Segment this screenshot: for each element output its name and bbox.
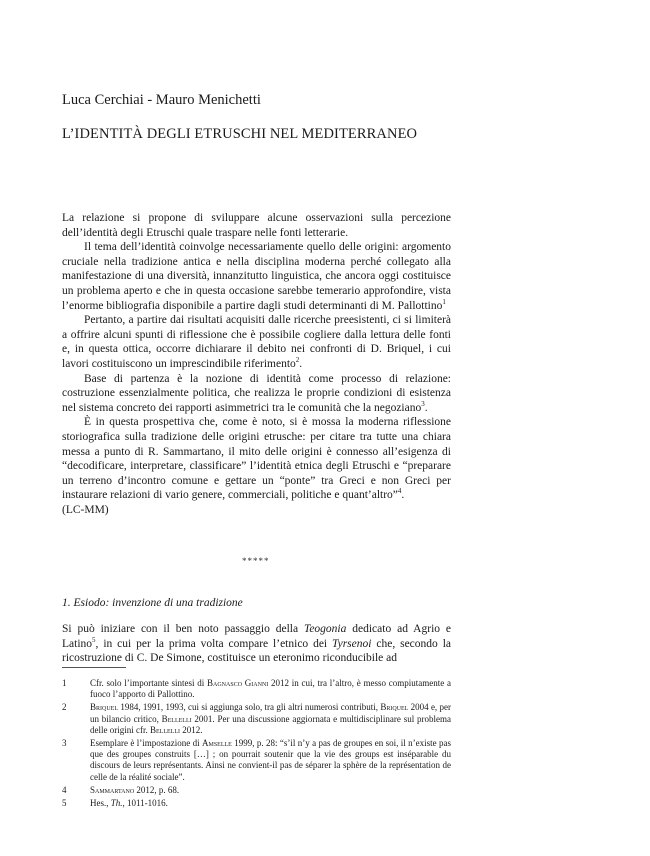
citation-author: Bagnasco Gianni xyxy=(207,678,269,688)
citation-author: Briquel xyxy=(380,702,409,713)
footnote-ref[interactable]: 1 xyxy=(442,297,446,306)
footnote-text: Sammartano 2012, p. 68. xyxy=(90,784,180,795)
footnotes xyxy=(62,678,451,811)
paragraph-text: La relazione si propone di sviluppare alcune osservazioni sulla percezione dell’identità degli Etruschi quale traspare nelle fonti letterarie. xyxy=(62,212,451,239)
intro-body xyxy=(62,211,451,517)
footnote-text: Cfr. solo l’importante sintesi di Bagnasco Gianni 2012 in cui, tra l’altro, è messo compiutamente a fuoco l’apporto di Pallottino. xyxy=(90,678,451,700)
paragraph-text: Il tema dell’identità coinvolge necessariamente quello delle origini: argomento cruciale nella tradizione antica e nella disciplina moderna perché collegato alla manifestazione di una diversità, innanzitutto linguistica, che ancora oggi costituisce un problema aperto e che in questa occasione sarebbe temerario approfondire, vista l’enorme bibliografia disponibile a partire dagli studi determinanti di M. Pallottino xyxy=(62,241,451,312)
footnote-divider xyxy=(62,667,126,668)
signature: (LC-MM) xyxy=(62,503,109,516)
authors: Luca Cerchiai - Mauro Menichetti xyxy=(62,92,261,108)
footnote-number: 5 xyxy=(62,798,67,809)
work-title: Teogonia xyxy=(303,623,347,635)
paragraph-3: Pertanto, a partire dai risultati acquisiti dalle ricerche preesistenti, ci si limiterà a offrire alcuni spunti di riflessione che è possibile cogliere dalla lettura delle fonti e, in questa ottica, occorre dichiarare il debito nei confronti di D. Briquel, i cui lavori costituiscono un imprescindibile riferimento$^2$. xyxy=(62,314,451,370)
citation-author: Bellelli xyxy=(161,713,192,724)
footnote-number: 1 xyxy=(62,678,67,688)
section-separator: ***** xyxy=(242,556,270,566)
paragraph-5: È in questa prospettiva che, come è noto, si è mossa la moderna riflessione storiografica sulla tradizione delle origini etrusche: per citare tra tutte una chiara messa a punto di R. Sammartano, il mito delle origini è connesso all’esigenza di “decodificare, interpretare, classificare” l’identità etnica degli Etruschi e “preparare un terreno d’incontro comune e gettare un “ponte” tra Greci e non Greci per instaurare relazioni di vario genere, commerciali, politiche e quant’altro”$^4$. xyxy=(62,416,451,502)
footnote-text: Briquel 1984, 1991, 1993, cui si aggiunga solo, tra gli altri numerosi contributi, Briquel 2004 e, per un bilancio critico, Bellelli 2001. Per una discussione aggiornata e multidisciplinare sul problema delle origini cfr. Bellelli 2012. xyxy=(90,702,451,735)
footnote-ref[interactable]: 5 xyxy=(92,635,96,644)
text-run: , in cui per la prima volta compare l’etnico dei xyxy=(95,637,333,650)
text-run: dedicato ad Agrio e Latino xyxy=(62,623,451,650)
paragraph-text: Base di partenza è la nozione di identità come processo di relazione: costruzione essenzialmente politica, che realizza le proprie condizioni di esistenza nel sistema concreto dei rapporti asimmetrici tra le comunità che la negoziano xyxy=(62,372,451,414)
citation-author: Amselle xyxy=(202,738,232,749)
paragraph-4: Base di partenza è la nozione di identità come processo di relazione: costruzione essenzialmente politica, che realizza le proprie condizioni di esistenza nel sistema concreto dei rapporti asimmetrici tra le comunità che la negoziano$^3$. xyxy=(62,372,451,414)
footnote-ref[interactable]: 4 xyxy=(397,487,402,496)
footnote-text: Hes., Th., 1011-1016. xyxy=(90,798,168,809)
paragraph-text: È in questa prospettiva che, come è noto, si è mossa la moderna riflessione storiografica sulla tradizione delle origini etrusche: per citare tra tutte una chiara messa a punto di R. Sammartano, il mito delle origini è connesso all’esigenza di “decodificare, interpretare, classificare” l’identità etnica degli Etruschi e “preparare un terreno d’incontro comune e gettare un “ponte” tra Greci e non Greci per instaurare relazioni di vario genere, commerciali, politiche e quant’altro” xyxy=(62,416,451,502)
text-run: Si può iniziare con il ben noto passaggio della xyxy=(62,623,304,635)
footnote-number: 4 xyxy=(62,784,67,795)
citation-author: Briquel xyxy=(90,702,118,713)
section-body xyxy=(62,622,451,666)
footnote-3 xyxy=(62,738,451,783)
text-run: che, secondo la ricostruzione di C. De Simone, costituisce un eteronimo riconducibile ad xyxy=(62,637,451,665)
paragraph-6 xyxy=(62,622,451,666)
ethnic-term: Tyrsenoi xyxy=(332,637,372,650)
citation-author: Sammartano xyxy=(90,784,135,795)
section-heading: 1. Esiodo: invenzione di una tradizione xyxy=(62,597,243,609)
footnote-ref[interactable]: 3 xyxy=(421,399,425,408)
footnote-ref[interactable]: 2 xyxy=(295,356,300,365)
footnote-2 xyxy=(62,702,451,736)
paragraph-text: Pertanto, a partire dai risultati acquisiti dalle ricerche preesistenti, ci si limiterà a offrire alcuni spunti di riflessione che è possibile cogliere dalla lettura delle fonti e, in questa ottica, occorre dichiarare il debito nei confronti di D. Briquel, i cui lavori costituiscono un imprescindibile riferimento xyxy=(62,314,451,370)
footnote-number: 2 xyxy=(62,702,67,713)
paragraph-1 xyxy=(62,211,451,240)
footnote-number: 3 xyxy=(62,738,67,749)
footnote-1 xyxy=(62,678,451,700)
work-title: Th. xyxy=(110,798,123,809)
footnote-4 xyxy=(62,785,451,796)
paragraph-2 xyxy=(62,240,451,313)
footnote-5 xyxy=(62,798,451,809)
footnote-text: Esemplare è l’impostazione di Amselle 1999, p. 28: “s’il n’y a pas de groupes en soi, il n’existe pas que des groupes construits […] ; on pourrait soutenir que la vie des groups est inséparable du discours de leurs représentants. Ainsi ne convient-il pas de séparer la sphère de la représentation de celle de la réalité sociale”. xyxy=(90,738,451,782)
article-title: L’IDENTITÀ DEGLI ETRUSCHI NEL MEDITERRANEO xyxy=(62,126,418,142)
citation-author: Bellelli xyxy=(149,724,180,735)
